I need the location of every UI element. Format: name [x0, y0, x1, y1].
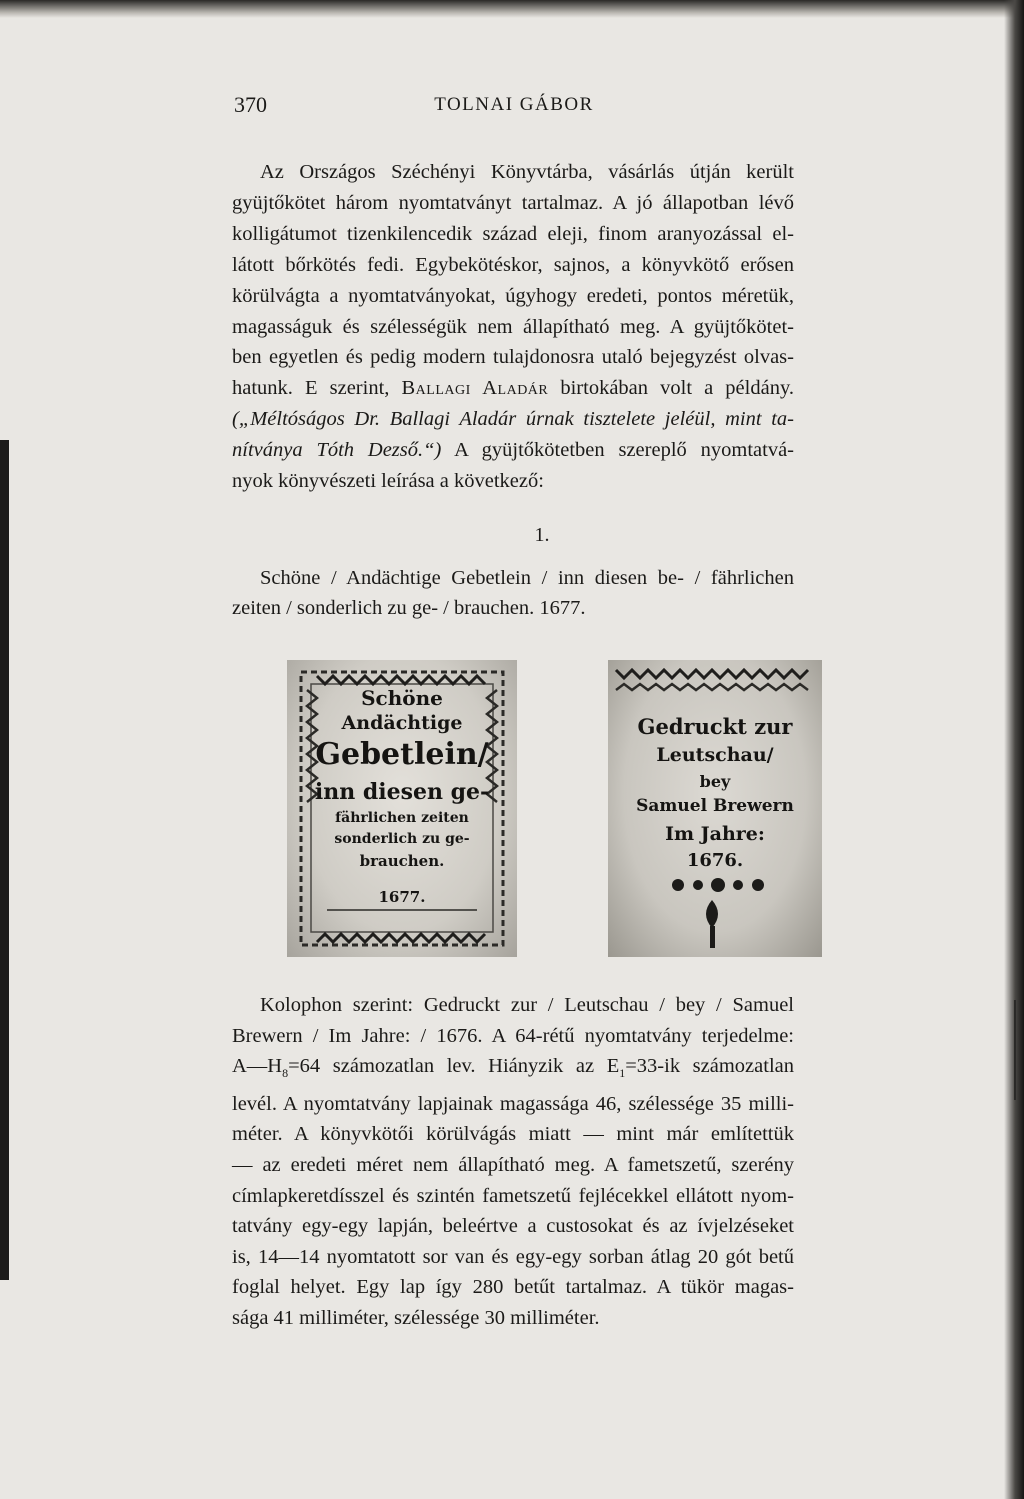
text-line: — az eredeti méret nem állapítható meg. A fametszetű, szerény — [232, 1154, 794, 1177]
facsimile-line: brauchen. — [359, 852, 445, 870]
page-number: 370 — [234, 92, 267, 117]
text-line: ben egyetlen és pedig modern tulajdonosra utaló bejegyzést olvas- — [232, 346, 794, 369]
facsimile-line: Andächtige — [341, 712, 463, 734]
text-line — [232, 1051, 794, 1089]
text-line: levél. A nyomtatvány lapjainak magassága 46, szélessége 35 milli- — [232, 1092, 794, 1115]
text-line — [232, 373, 794, 404]
facsimile-line: Gebetlein/ — [315, 737, 489, 772]
facsimile-line: inn diesen ge- — [314, 779, 490, 805]
text-run: =64 számozatlan lev. Hiányzik az E — [288, 1055, 620, 1078]
text-line: tatvány egy-egy lapján, beleértve a custosokat és az ívjelzéseket — [232, 1215, 794, 1238]
text-run: birtokában volt a példány. — [548, 377, 794, 400]
subscript: 1 — [619, 1066, 626, 1081]
text-line: foglal helyet. Egy lap így 280 betűt tartalmaz. A tükör magas- — [232, 1276, 794, 1299]
page-header — [234, 92, 794, 122]
text-line: Brewern / Im Jahre: / 1676. A 64-rétű nyomtatvány terjedelme: — [232, 1024, 794, 1047]
title-page-facsimile — [287, 660, 517, 957]
running-head: TOLNAI GÁBOR — [434, 94, 594, 115]
dedication-quote-line: („Méltóságos Dr. Ballagi Aladár úrnak tisztelete jeléül, mint ta- — [232, 408, 794, 431]
text-line — [232, 435, 794, 466]
text-line: Az Országos Széchényi Könyvtárba, vásárlás útján került — [260, 161, 794, 183]
text-line: méter. A könyvkötői körülvágás miatt — mint már említettük — [232, 1123, 794, 1146]
facsimile-line: 1677. — [378, 888, 426, 906]
section-number: 1. — [534, 524, 550, 546]
text-line: magasságuk és szélességük nem állapítható meg. A gyüjtőkötet- — [232, 315, 794, 338]
facsimile-line: fährlichen zeiten — [335, 810, 469, 826]
text-line: Schöne / Andächtige Gebetlein / inn diesen be- / fährlichen — [260, 567, 794, 589]
facsimile-line: 1676. — [686, 850, 744, 871]
facsimile-line: Schöne — [361, 686, 443, 710]
facsimile-line: sonderlich zu ge- — [334, 831, 470, 847]
facsimile-line: Leutschau/ — [656, 744, 774, 766]
text-run: A—H — [232, 1055, 283, 1078]
text-line: gyüjtőkötet három nyomtatványt tartalmaz. A jó állapotban lévő — [232, 191, 794, 214]
facsimile-line: Gedruckt zur — [637, 714, 793, 739]
text-line: is, 14—14 nyomtatott sor van és egy-egy sorban átlag 20 gót betű — [232, 1245, 794, 1268]
text-line: sága 41 milliméter, szélessége 30 milliméter. — [232, 1307, 600, 1330]
colophon-facsimile — [608, 660, 822, 957]
facsimile-line: Im Jahre: — [665, 823, 765, 845]
facsimile-line: bey — [699, 772, 731, 791]
text-run: =33-ik számozatlan — [625, 1055, 794, 1078]
intro-paragraph — [232, 157, 794, 497]
text-run: hatunk. E szerint, — [232, 377, 402, 400]
scan-right-mark — [1014, 1000, 1016, 1100]
text-line: kolligátumot tizenkilencedik század eleji, finom aranyozással el- — [232, 222, 794, 245]
text-line: címlapkeretdísszel és szintén fametszetű fejlécekkel ellátott nyom- — [232, 1184, 794, 1207]
subscript: 8 — [282, 1066, 289, 1081]
scan-right-edge — [1004, 0, 1024, 1499]
dedication-quote-end: nítványa Tóth Dezső.“) — [232, 439, 442, 462]
facsimile-line: Samuel Brewern — [636, 796, 794, 816]
text-run: A gyüjtőkötetben szereplő nyomtatvá- — [441, 439, 794, 462]
text-line: Kolophon szerint: Gedruckt zur / Leutschau / bey / Samuel — [260, 994, 794, 1016]
text-line: nyok könyvészeti leírása a következő: — [232, 470, 544, 493]
scan-left-edge — [0, 440, 9, 1280]
text-line: körülvágta a nyomtatványokat, úgyhogy eredeti, pontos méretük, — [232, 284, 794, 307]
scan-top-edge — [0, 0, 1024, 18]
text-line: látott bőrkötés fedi. Egybekötéskor, sajnos, a könyvkötő erősen — [232, 253, 794, 276]
colophon-paragraph — [232, 990, 794, 1334]
text-line: zeiten / sonderlich zu ge- / brauchen. 1677. — [232, 597, 586, 619]
print-title-paragraph — [232, 563, 794, 623]
owner-name: Ballagi Aladár — [401, 377, 549, 400]
